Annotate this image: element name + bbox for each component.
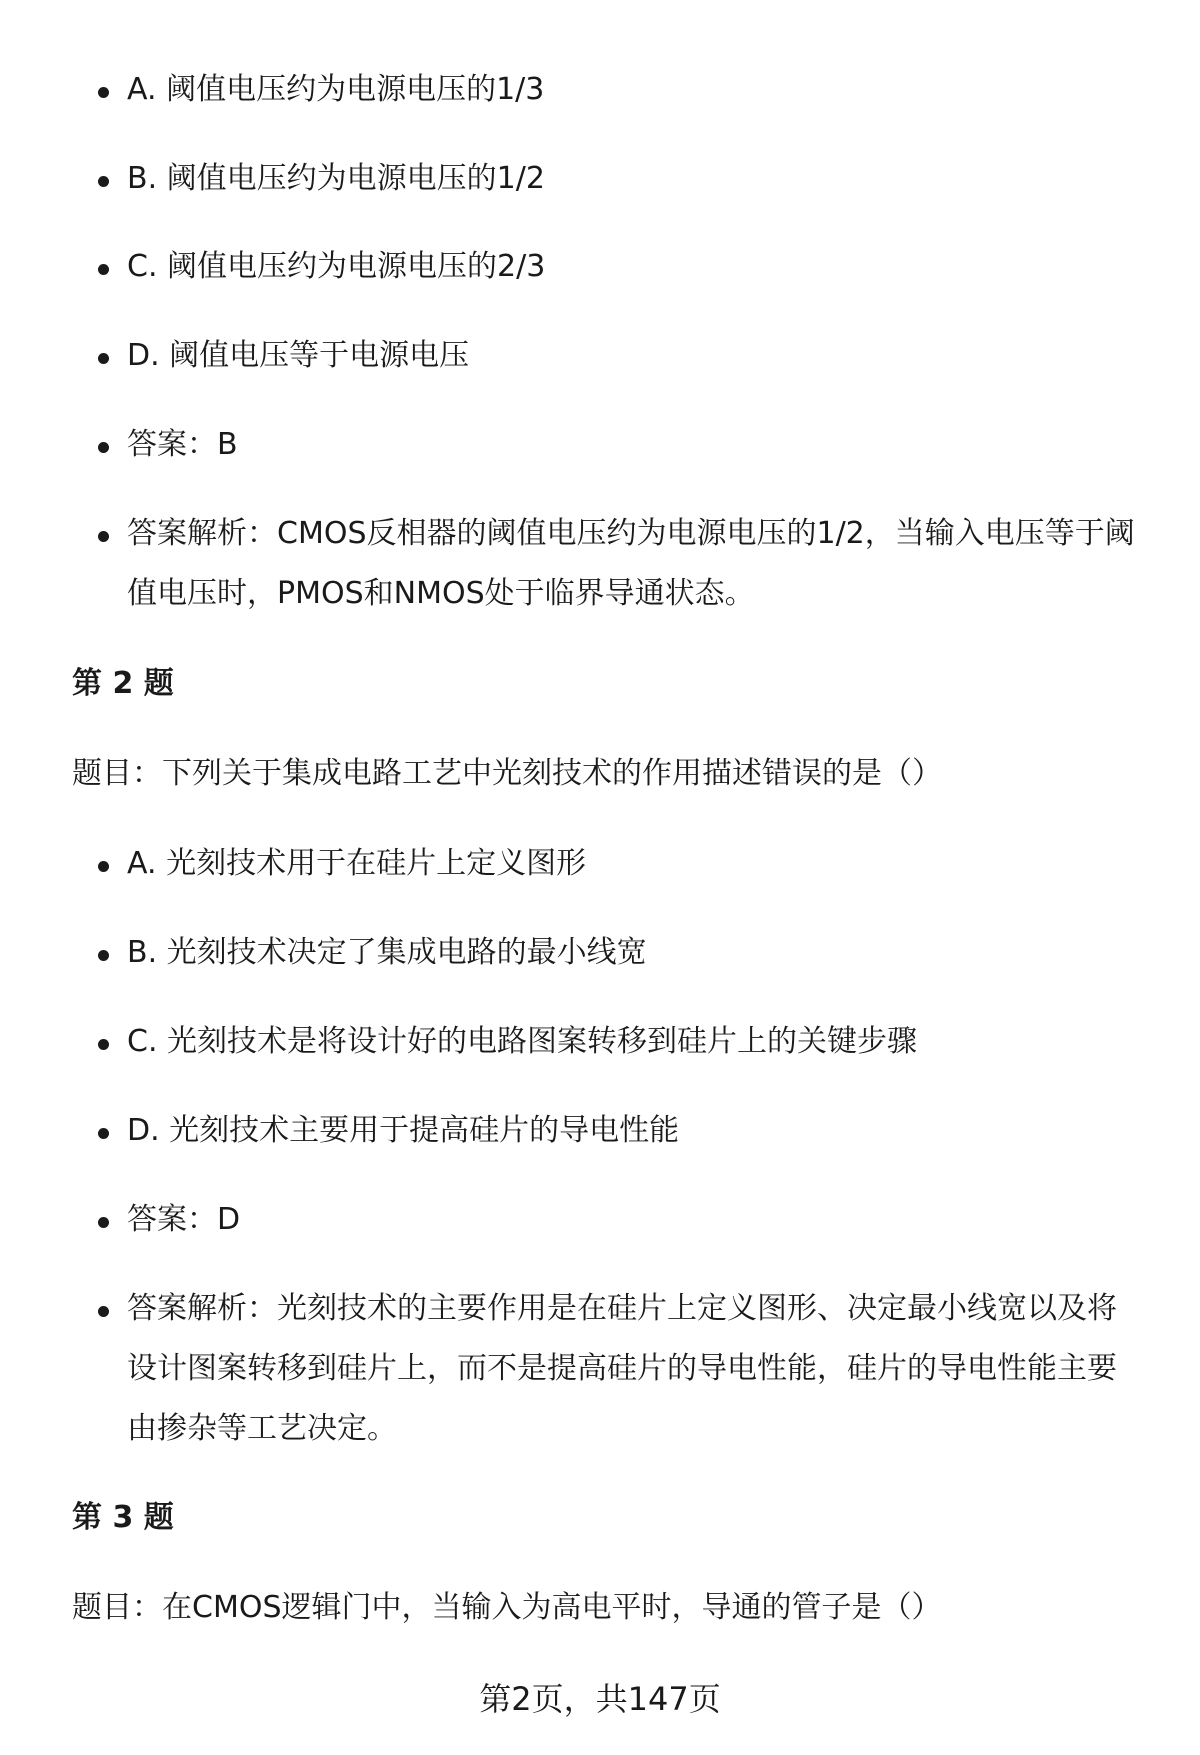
option-a: A. 阈值电压约为电源电压的1/3 — [0, 60, 1200, 120]
question-1-options — [0, 60, 1200, 624]
question-3-text: 题目：在CMOS逻辑门中，当输入为高电平时，导通的管子是（） — [72, 1590, 942, 1625]
answer-explanation: 答案解析：CMOS反相器的阈值电压约为电源电压的1/2，当输入电压等于阈值电压时，PMOS和NMOS处于临界导通状态。 — [0, 504, 1200, 624]
option-c: C. 光刻技术是将设计好的电路图案转移到硅片上的关键步骤 — [0, 1012, 1200, 1072]
option-d: D. 阈值电压等于电源电压 — [0, 326, 1200, 386]
question-3-heading: 第 3 题 — [72, 1500, 174, 1535]
option-b: B. 光刻技术决定了集成电路的最小线宽 — [0, 923, 1200, 983]
answer-line: 答案：B — [0, 415, 1200, 475]
answer-line: 答案：D — [0, 1190, 1200, 1250]
page-number-footer: 第2页，共147页 — [479, 1680, 721, 1718]
option-b: B. 阈值电压约为电源电压的1/2 — [0, 149, 1200, 209]
option-a: A. 光刻技术用于在硅片上定义图形 — [0, 834, 1200, 894]
question-2-text: 题目：下列关于集成电路工艺中光刻技术的作用描述错误的是（） — [72, 756, 942, 791]
option-d: D. 光刻技术主要用于提高硅片的导电性能 — [0, 1101, 1200, 1161]
question-2-options — [0, 834, 1200, 1459]
question-1-continuation — [0, 60, 1200, 624]
option-c: C. 阈值电压约为电源电压的2/3 — [0, 237, 1200, 297]
answer-explanation: 答案解析：光刻技术的主要作用是在硅片上定义图形、决定最小线宽以及将设计图案转移到硅片上，而不是提高硅片的导电性能，硅片的导电性能主要由掺杂等工艺决定。 — [0, 1279, 1200, 1459]
question-2-body — [0, 834, 1200, 1459]
question-2-heading: 第 2 题 — [72, 666, 174, 701]
